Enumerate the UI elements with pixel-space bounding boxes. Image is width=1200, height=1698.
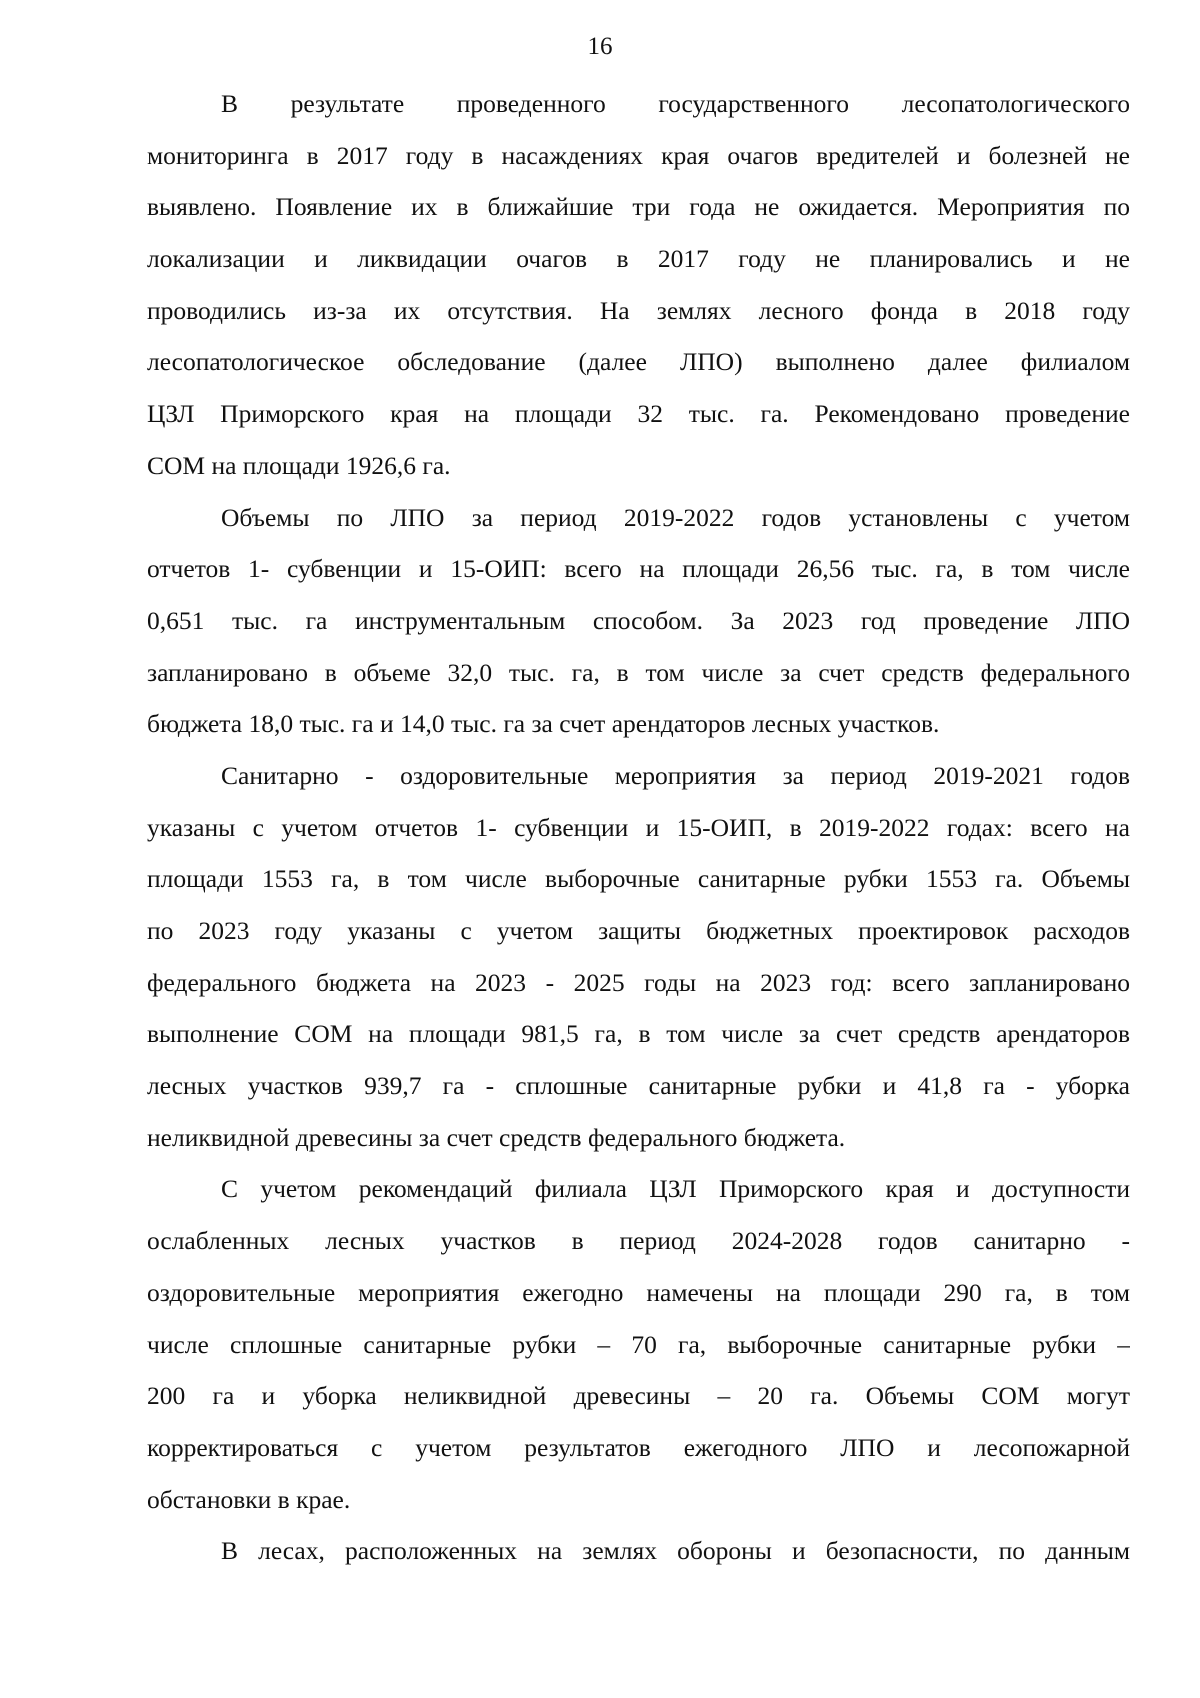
text-line: 0,651 тыс. га инструментальным способом. За 2023 год проведение ЛПО bbox=[147, 605, 1130, 635]
text-line: обстановки в крае. bbox=[147, 1484, 351, 1514]
text-line: федерального бюджета на 2023 - 2025 годы на 2023 год: всего запланировано bbox=[147, 967, 1130, 997]
text-line: корректироваться с учетом результатов ежегодного ЛПО и лесопожарной bbox=[147, 1432, 1130, 1462]
text-line: площади 1553 га, в том числе выборочные санитарные рубки 1553 га. Объемы bbox=[147, 864, 1130, 894]
page-number: 16 bbox=[587, 33, 613, 60]
text-line: 200 га и уборка неликвидной древесины – 20 га. Объемы СОМ могут bbox=[147, 1381, 1130, 1411]
text-line: локализации и ликвидации очагов в 2017 году не планировались и не bbox=[147, 244, 1130, 274]
text-line: бюджета 18,0 тыс. га и 14,0 тыс. га за счет арендаторов лесных участков. bbox=[147, 709, 940, 739]
text-line: мониторинга в 2017 году в насаждениях края очагов вредителей и болезней не bbox=[147, 140, 1130, 170]
paragraph bbox=[147, 492, 1130, 750]
text-line: лесных участков 939,7 га - сплошные санитарные рубки и 41,8 га - уборка bbox=[147, 1071, 1130, 1101]
text-line: выполнение СОМ на площади 981,5 га, в том числе за счет средств арендаторов bbox=[147, 1019, 1130, 1049]
text-line: ослабленных лесных участков в период 2024-2028 годов санитарно - bbox=[147, 1226, 1130, 1256]
paragraph bbox=[147, 750, 1130, 1164]
text-line: С учетом рекомендаций филиала ЦЗЛ Приморского края и доступности bbox=[221, 1174, 1130, 1204]
text-line: СОМ на площади 1926,6 га. bbox=[147, 450, 451, 480]
paragraph bbox=[147, 1525, 1130, 1577]
text-line: числе сплошные санитарные рубки – 70 га, выборочные санитарные рубки – bbox=[147, 1329, 1130, 1359]
text-line: выявлено. Появление их в ближайшие три года не ожидается. Мероприятия по bbox=[147, 192, 1130, 222]
text-line: оздоровительные мероприятия ежегодно намечены на площади 290 га, в том bbox=[147, 1277, 1130, 1307]
text-line: В результате проведенного государственного лесопатологического bbox=[221, 89, 1130, 118]
text-line: неликвидной древесины за счет средств федерального бюджета. bbox=[147, 1122, 846, 1152]
text-line: В лесах, расположенных на землях обороны и безопасности, по данным bbox=[221, 1536, 1130, 1566]
paragraph bbox=[147, 1163, 1130, 1525]
text-line: указаны с учетом отчетов 1- субвенции и 15-ОИП, в 2019-2022 годах: всего на bbox=[147, 812, 1130, 842]
text-line: ЦЗЛ Приморского края на площади 32 тыс. га. Рекомендовано проведение bbox=[147, 399, 1130, 429]
text-line: Объемы по ЛПО за период 2019-2022 годов установлены с учетом bbox=[221, 502, 1130, 532]
text-line: проводились из-за их отсутствия. На землях лесного фонда в 2018 году bbox=[147, 295, 1130, 325]
text-line: запланировано в объеме 32,0 тыс. га, в том числе за счет средств федерального bbox=[147, 657, 1130, 687]
text-line: отчетов 1- субвенции и 15-ОИП: всего на площади 26,56 тыс. га, в том числе bbox=[147, 554, 1130, 584]
text-line: лесопатологическое обследование (далее ЛПО) выполнено далее филиалом bbox=[147, 347, 1130, 377]
document-body bbox=[147, 78, 1130, 1577]
paragraph bbox=[147, 78, 1130, 492]
text-line: по 2023 году указаны с учетом защиты бюджетных проектировок расходов bbox=[147, 916, 1130, 945]
text-line: Санитарно - оздоровительные мероприятия за период 2019-2021 годов bbox=[221, 760, 1130, 790]
